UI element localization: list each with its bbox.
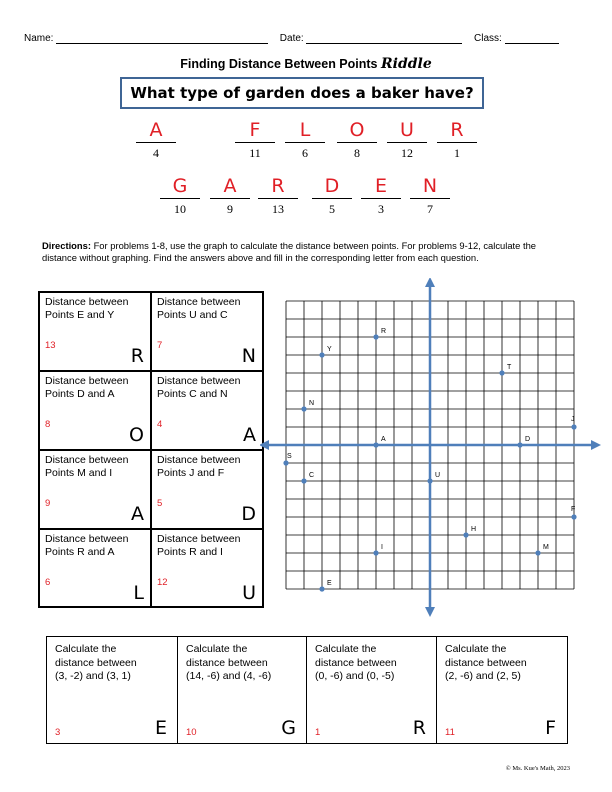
- graph-problems-table: [38, 291, 264, 608]
- point-n: [301, 406, 306, 411]
- problem-letter: U: [242, 582, 256, 604]
- point-label: A: [381, 436, 386, 443]
- point-label: S: [287, 453, 292, 460]
- point-label: M: [543, 544, 549, 551]
- directions-text: For problems 1-8, use the graph to calculate the distance between points. For problems 9-12, calculate the distance without graphing. Find the answers above and fill in the corresponding letter from each question.: [42, 240, 537, 263]
- answer-number: 6: [302, 146, 308, 160]
- answer-letter: G: [172, 175, 188, 197]
- header-row: [24, 33, 594, 44]
- point-y: [319, 352, 324, 357]
- answer-blank: [235, 142, 275, 143]
- calc-problem-cell[interactable]: [47, 637, 178, 743]
- calc-problem-answer: 10: [186, 727, 197, 738]
- answer-letter: N: [422, 175, 438, 197]
- title-riddle-word: Riddle: [380, 56, 432, 72]
- answer-blank: [337, 142, 377, 143]
- problem-letter: A: [131, 503, 144, 525]
- problem-cell[interactable]: [151, 371, 263, 450]
- answer-slot[interactable]: [337, 119, 377, 161]
- problem-letter: O: [129, 424, 144, 446]
- point-label: T: [507, 364, 512, 371]
- point-e: [319, 586, 324, 591]
- answer-number: 4: [153, 146, 159, 160]
- answer-slot[interactable]: [361, 175, 401, 217]
- problem-text: Distance between Points M and I: [45, 454, 129, 479]
- problem-answer: 8: [45, 419, 51, 430]
- calc-problem-text: Calculate the distance between (3, -2) and (3, 1): [55, 643, 137, 682]
- page-title: [0, 56, 612, 72]
- problem-text: Distance between Points J and F: [157, 454, 241, 479]
- answer-slot[interactable]: [258, 175, 298, 217]
- answer-letter: A: [223, 175, 237, 197]
- problem-answer: 7: [157, 340, 163, 351]
- problem-letter: A: [243, 424, 256, 446]
- point-u: [427, 478, 432, 483]
- point-j: [571, 424, 576, 429]
- directions: [42, 240, 572, 263]
- problem-cell[interactable]: [151, 529, 263, 607]
- date-label: Date:: [279, 33, 304, 44]
- answer-blank: [437, 142, 477, 143]
- riddle-question-box: [120, 77, 484, 109]
- problem-answer: 12: [157, 577, 168, 588]
- answer-letter: A: [149, 119, 163, 141]
- point-d: [517, 442, 522, 447]
- answer-slot[interactable]: [235, 119, 275, 161]
- point-label: Y: [327, 346, 332, 353]
- problem-answer: 4: [157, 419, 163, 430]
- calc-problem-cell[interactable]: [307, 637, 437, 743]
- answer-blank: [361, 198, 401, 199]
- problem-cell[interactable]: [39, 529, 151, 607]
- answer-letter: F: [249, 119, 261, 141]
- answer-letter: D: [324, 175, 340, 197]
- answer-number: 3: [378, 202, 384, 216]
- problem-letter: N: [241, 345, 256, 367]
- class-field[interactable]: [505, 33, 559, 44]
- directions-label: Directions:: [42, 240, 91, 251]
- calc-problem-letter: R: [412, 717, 426, 739]
- answer-number: 11: [249, 146, 261, 160]
- calc-problem-letter: F: [545, 717, 556, 739]
- copyright: © Ms. Kue's Math, 2023: [505, 765, 570, 772]
- answer-blank: [210, 198, 250, 199]
- answer-number: 12: [401, 146, 413, 160]
- problem-answer: 6: [45, 577, 51, 588]
- answer-slot[interactable]: [312, 175, 352, 217]
- answer-letter: E: [374, 175, 387, 197]
- answer-blank: [312, 198, 352, 199]
- date-field[interactable]: [306, 33, 462, 44]
- calc-problem-letter: G: [281, 717, 296, 739]
- problem-letter: D: [241, 503, 256, 525]
- answer-letter: R: [271, 175, 285, 197]
- point-label: U: [435, 472, 441, 479]
- point-r: [373, 334, 378, 339]
- problem-text: Distance between Points U and C: [157, 296, 241, 321]
- problem-text: Distance between Points E and Y: [45, 296, 129, 321]
- name-label: Name:: [24, 33, 54, 44]
- problem-answer: 13: [45, 340, 56, 351]
- answer-slot[interactable]: [387, 119, 427, 161]
- answer-number: 13: [272, 202, 284, 216]
- problem-cell[interactable]: [39, 292, 151, 371]
- answer-number: 7: [427, 202, 433, 216]
- answer-blank: [136, 142, 176, 143]
- problem-answer: 9: [45, 498, 51, 509]
- answer-slot[interactable]: [437, 119, 477, 161]
- answer-letter: O: [349, 119, 365, 141]
- problem-cell[interactable]: [39, 371, 151, 450]
- answer-slot[interactable]: [210, 175, 250, 217]
- point-label: D: [525, 436, 531, 443]
- point-label: N: [309, 400, 315, 407]
- class-label: Class:: [474, 33, 502, 44]
- point-c: [301, 478, 306, 483]
- answer-number: 5: [329, 202, 335, 216]
- answer-number: 10: [174, 202, 186, 216]
- answer-blank: [285, 142, 325, 143]
- problem-text: Distance between Points D and A: [45, 375, 129, 400]
- answer-slot[interactable]: [410, 175, 450, 217]
- calc-problem-text: Calculate the distance between (14, -6) and (4, -6): [186, 643, 272, 682]
- point-label: R: [381, 328, 387, 335]
- answer-number: 8: [354, 146, 360, 160]
- axes: [264, 282, 596, 612]
- problem-letter: R: [130, 345, 144, 367]
- problem-cell[interactable]: [151, 450, 263, 529]
- answer-number: 9: [227, 202, 233, 216]
- answer-blank: [387, 142, 427, 143]
- point-a: [373, 442, 378, 447]
- name-field[interactable]: [56, 33, 268, 44]
- riddle-question: What type of garden does a baker have?: [130, 84, 474, 102]
- calc-problems-table: [46, 636, 568, 744]
- calc-problem-text: Calculate the distance between (2, -6) and (2, 5): [445, 643, 527, 682]
- point-label: I: [381, 544, 383, 551]
- calc-problem-answer: 3: [55, 727, 61, 738]
- point-label: E: [327, 580, 332, 587]
- problem-cell[interactable]: [39, 450, 151, 529]
- point-i: [373, 550, 378, 555]
- answer-slot[interactable]: [160, 175, 200, 217]
- calc-problem-letter: E: [154, 717, 167, 739]
- problem-text: Distance between Points R and A: [45, 533, 129, 558]
- problem-text: Distance between Points C and N: [157, 375, 241, 400]
- point-f: [571, 514, 576, 519]
- point-s: [283, 460, 288, 465]
- calc-problem-answer: 11: [445, 727, 455, 738]
- point-label: F: [571, 506, 576, 513]
- calc-problem-cell[interactable]: [178, 637, 307, 743]
- problem-text: Distance between Points R and I: [157, 533, 241, 558]
- point-t: [499, 370, 504, 375]
- point-label: H: [471, 526, 477, 533]
- calc-problem-text: Calculate the distance between (0, -6) and (0, -5): [315, 643, 397, 682]
- point-h: [463, 532, 468, 537]
- answer-blank: [410, 198, 450, 199]
- calc-problem-cell[interactable]: [437, 637, 566, 743]
- answer-blank: [160, 198, 200, 199]
- coordinate-plane: [260, 278, 605, 618]
- point-label: J: [571, 416, 575, 423]
- answer-letter: U: [400, 119, 414, 141]
- answer-slot[interactable]: [285, 119, 325, 161]
- problem-answer: 5: [157, 498, 163, 509]
- problem-letter: L: [133, 582, 144, 604]
- calc-problem-answer: 1: [315, 727, 321, 738]
- answer-letter: L: [299, 119, 311, 141]
- answer-blank: [258, 198, 298, 199]
- answer-slot[interactable]: [136, 119, 176, 161]
- answer-letter: R: [450, 119, 464, 141]
- title-main: Finding Distance Between Points: [180, 57, 378, 71]
- point-label: C: [309, 472, 315, 479]
- answer-number: 1: [454, 146, 460, 160]
- point-m: [535, 550, 540, 555]
- problem-cell[interactable]: [151, 292, 263, 371]
